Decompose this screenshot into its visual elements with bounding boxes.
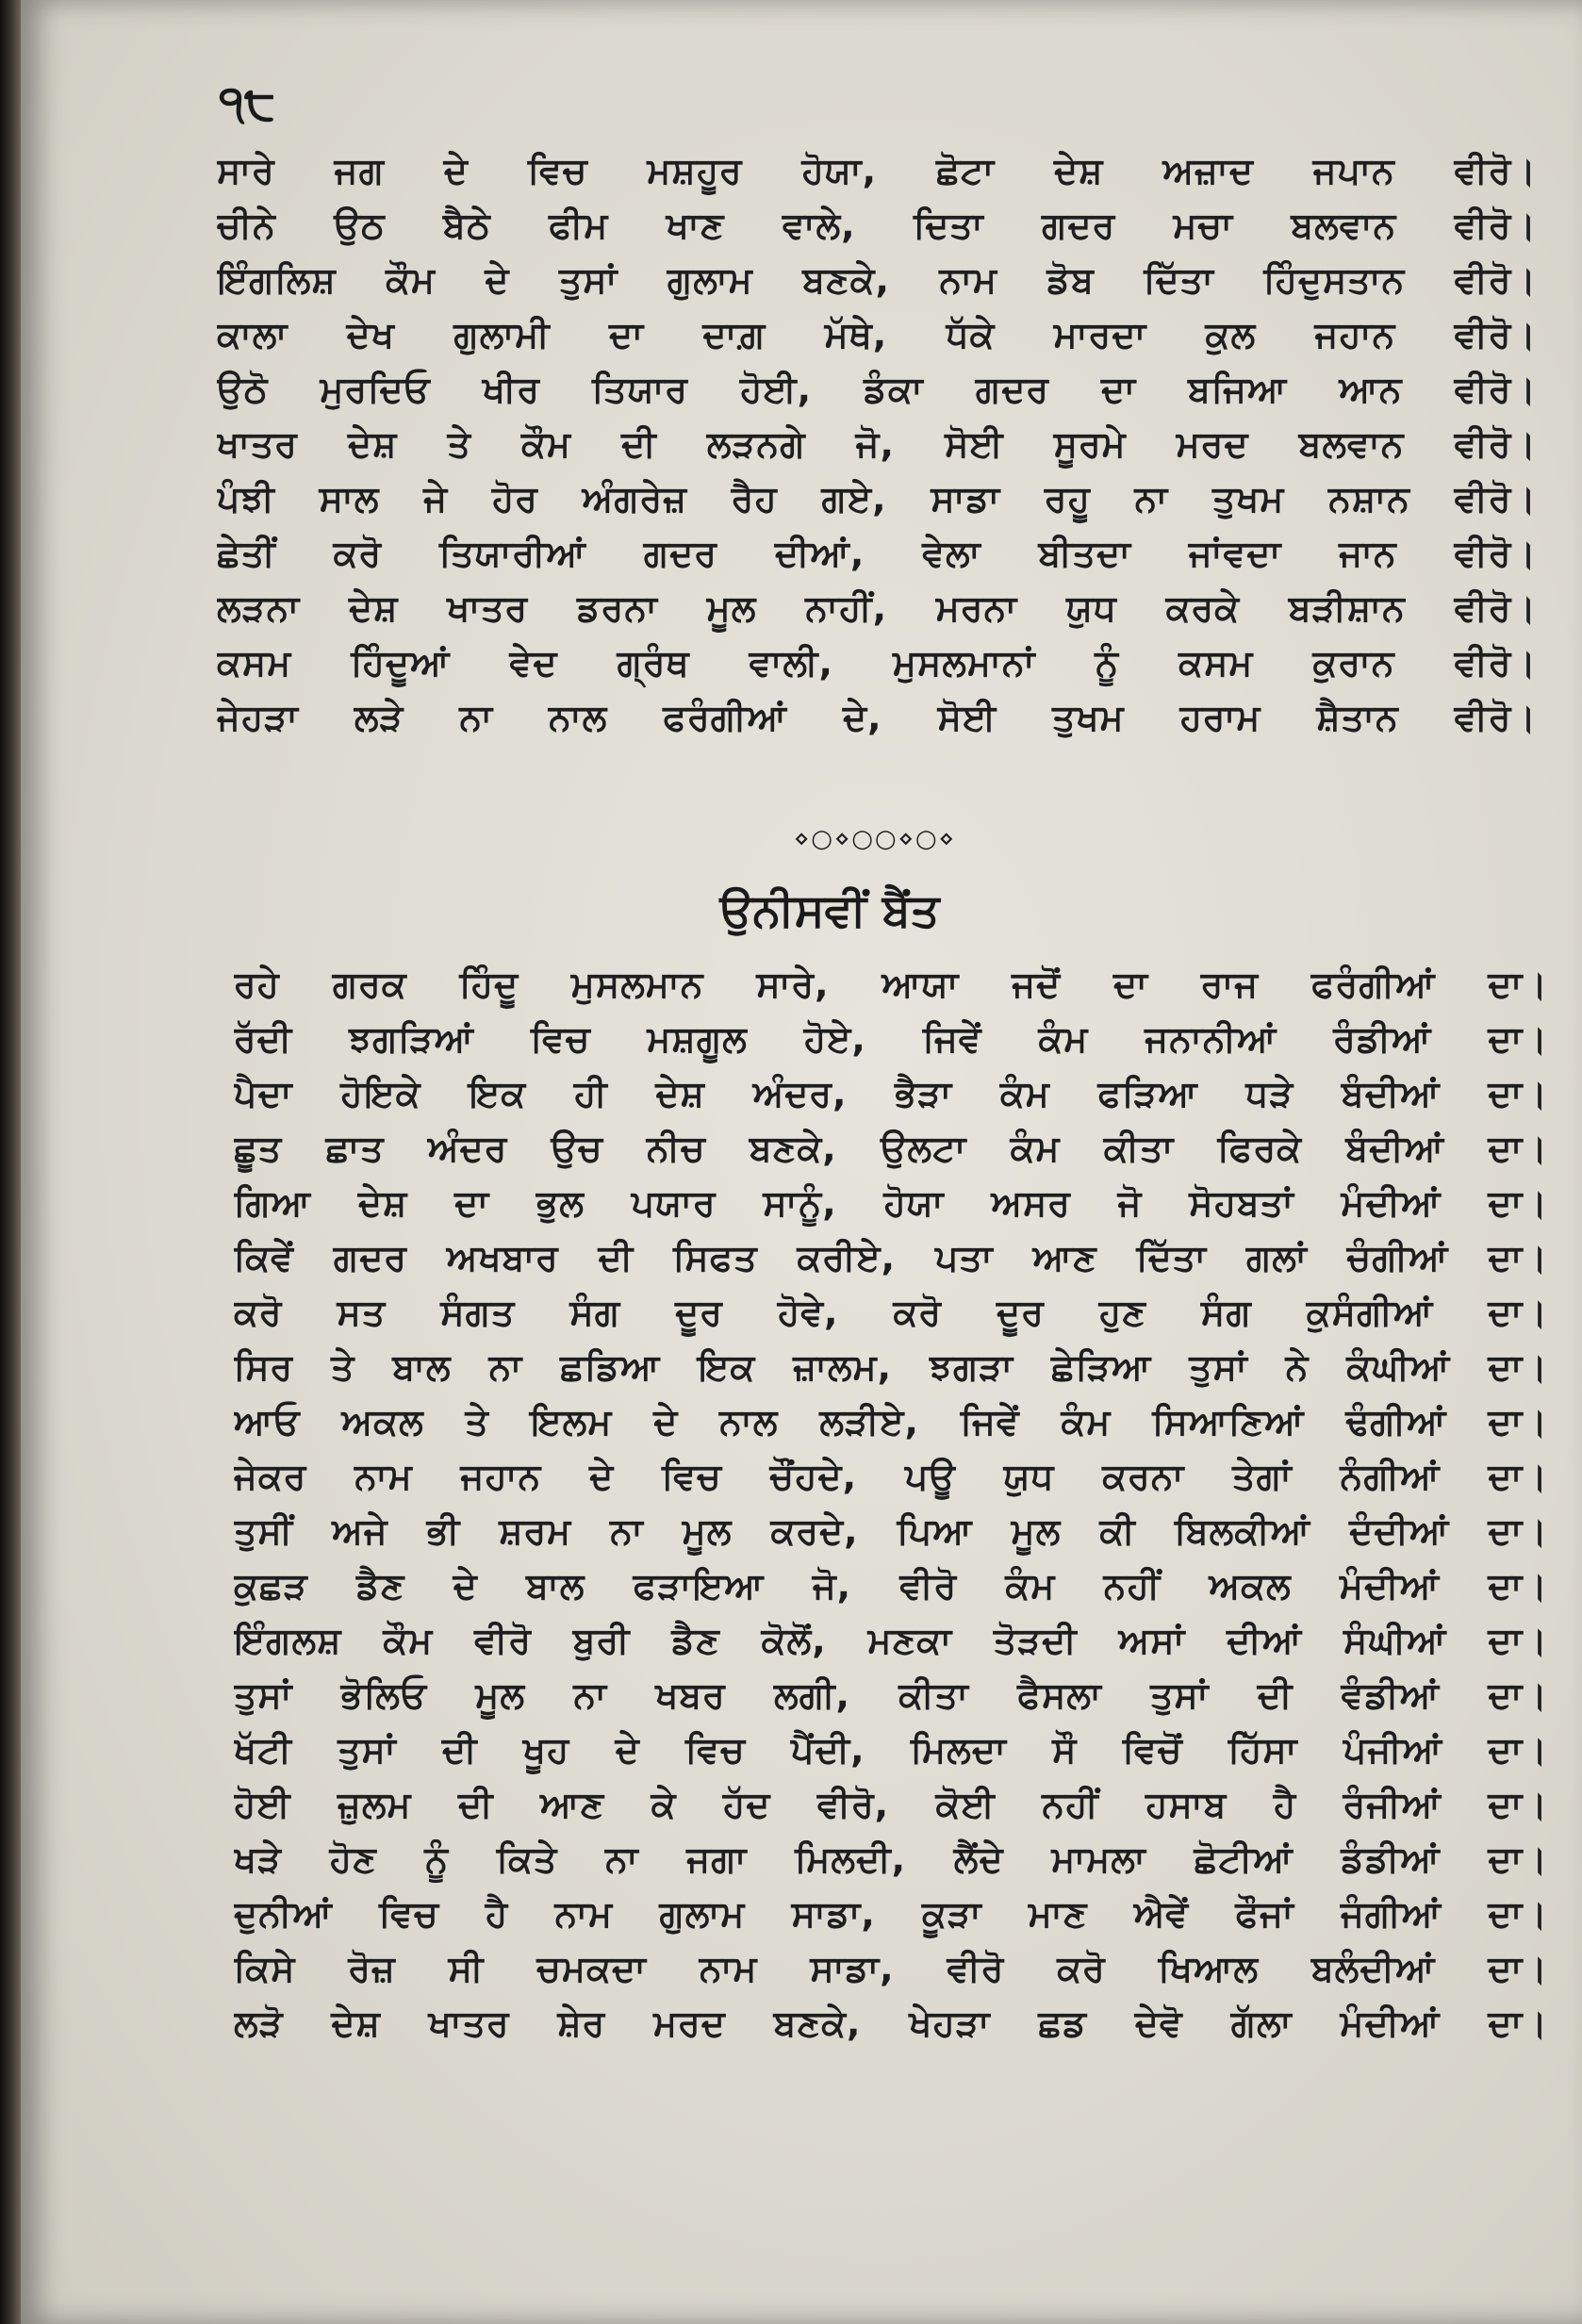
verse-line: ਛੇਤੀਂ ਕਰੋ ਤਿਯਾਰੀਆਂ ਗਦਰ ਦੀਆਂ, ਵੇਲਾ ਬੀਤਦਾ ਜਾਂਵਦਾ ਜਾਨ ਵੀਰੋ। <box>217 533 1537 574</box>
verse-line: ਪੰਝੀ ਸਾਲ ਜੇ ਹੋਰ ਅੰਗਰੇਜ਼ ਰੈਹ ਗਏ, ਸਾਡਾ ਰਹੂ ਨਾ ਤੁਖਮ ਨਸ਼ਾਨ ਵੀਰੋ। <box>217 478 1537 519</box>
verse-line: ਖੜੇ ਹੋਣ ਨੂੰ ਕਿਤੇ ਨਾ ਜਗਾ ਮਿਲਦੀ, ਲੈਂਦੇ ਮਾਮਲਾ ਛੋਟੀਆਂ ਡੰਡੀਆਂ ਦਾ। <box>234 1838 1548 1880</box>
verse-line: ਹੋਈ ਜ਼ੁਲਮ ਦੀ ਆਣ ਕੇ ਹੱਦ ਵੀਰੋ, ਕੋਈ ਨਹੀਂ ਹਸਾਬ ਹੈ ਰੰਜੀਆਂ ਦਾ। <box>234 1784 1548 1825</box>
verse-line: ਕਿਵੇਂ ਗਦਰ ਅਖਬਾਰ ਦੀ ਸਿਫਤ ਕਰੀਏ, ਪਤਾ ਆਣ ਦਿੱਤਾ ਗਲਾਂ ਚੰਗੀਆਂ ਦਾ। <box>234 1237 1548 1278</box>
verse-line: ਗਿਆ ਦੇਸ਼ ਦਾ ਭੁਲ ਪਯਾਰ ਸਾਨੂੰ, ਹੋਯਾ ਅਸਰ ਜੋ ਸੋਹਬਤਾਂ ਮੰਦੀਆਂ ਦਾ। <box>234 1182 1548 1224</box>
verse-line: ਜੇਹੜਾ ਲੜੇ ਨਾ ਨਾਲ ਫਰੰਗੀਆਂ ਦੇ, ਸੋਈ ਤੁਖਮ ਹਰਾਮ ਸ਼ੈਤਾਨ ਵੀਰੋ। <box>217 697 1537 738</box>
verse-line: ਖੱਟੀ ਤੁਸਾਂ ਦੀ ਖੂਹ ਦੇ ਵਿਚ ਪੈਂਦੀ, ਮਿਲਦਾ ਸੌ ਵਿਚੋਂ ਹਿੱਸਾ ਪੰਜੀਆਂ ਦਾ। <box>234 1729 1548 1771</box>
book-binding-edge <box>0 0 21 2324</box>
verse-line: ਲੜਨਾ ਦੇਸ਼ ਖਾਤਰ ਡਰਨਾ ਮੂਲ ਨਾਹੀਂ, ਮਰਨਾ ਯੁਧ ਕਰਕੇ ਬੜੀਸ਼ਾਨ ਵੀਰੋ। <box>217 587 1537 629</box>
section-divider-ornament: ⋄○⋄○○⋄○⋄ <box>794 825 956 853</box>
verse-line: ਤੁਸੀਂ ਅਜੇ ਭੀ ਸ਼ਰਮ ਨਾ ਮੂਲ ਕਰਦੇ, ਪਿਆ ਮੂਲ ਕੀ ਬਿਲਕੀਆਂ ਦੰਦੀਆਂ ਦਾ। <box>234 1510 1548 1552</box>
verse-line: ਇੰਗਲਸ਼ ਕੌਮ ਵੀਰੋ ਬੁਰੀ ਡੈਣ ਕੋਲੋਂ, ਮਣਕਾ ਤੋੜਦੀ ਅਸਾਂ ਦੀਆਂ ਸੰਘੀਆਂ ਦਾ। <box>234 1620 1548 1661</box>
section-heading: ਉਨੀਸਵੀਂ ਬੈਂਤ <box>719 884 940 937</box>
verse-line: ਜੇਕਰ ਨਾਮ ਜਹਾਨ ਦੇ ਵਿਚ ਚੌਂਹਦੇ, ਪਊ ਯੁਧ ਕਰਨਾ ਤੇਗਾਂ ਨੰਗੀਆਂ ਦਾ। <box>234 1456 1548 1497</box>
page-number: ੧੮ <box>219 75 276 130</box>
verse-line: ਉਠੋ ਮੁਰਦਿਓ ਖੀਰ ਤਿਯਾਰ ਹੋਈ, ਡੰਕਾ ਗਦਰ ਦਾ ਬਜਿਆ ਆਨ ਵੀਰੋ। <box>217 369 1537 410</box>
verse-line: ਕੁਛੜ ਡੈਣ ਦੇ ਬਾਲ ਫੜਾਇਆ ਜੋ, ਵੀਰੋ ਕੰਮ ਨਹੀਂ ਅਕਲ ਮੰਦੀਆਂ ਦਾ। <box>234 1565 1548 1607</box>
book-page <box>21 0 1582 2324</box>
verse-line: ਖਾਤਰ ਦੇਸ਼ ਤੇ ਕੌਮ ਦੀ ਲੜਨਗੇ ਜੋ, ਸੋਈ ਸੂਰਮੇ ਮਰਦ ਬਲਵਾਨ ਵੀਰੋ। <box>217 423 1537 465</box>
verse-line: ਛੂਤ ਛਾਤ ਅੰਦਰ ਉਚ ਨੀਚ ਬਣਕੇ, ਉਲਟਾ ਕੰਮ ਕੀਤਾ ਫਿਰਕੇ ਬੰਦੀਆਂ ਦਾ। <box>234 1128 1548 1169</box>
verse-line: ਕਾਲਾ ਦੇਖ ਗੁਲਾਮੀ ਦਾ ਦਾਗ਼ ਮੱਥੇ, ਧੱਕੇ ਮਾਰਦਾ ਕੁਲ ਜਹਾਨ ਵੀਰੋ। <box>217 314 1537 355</box>
verse-line: ਆਓ ਅਕਲ ਤੇ ਇਲਮ ਦੇ ਨਾਲ ਲੜੀਏ, ਜਿਵੇਂ ਕੰਮ ਸਿਆਣਿਆਂ ਢੰਗੀਆਂ ਦਾ। <box>234 1401 1548 1442</box>
verse-line: ਪੈਦਾ ਹੋਇਕੇ ਇਕ ਹੀ ਦੇਸ਼ ਅੰਦਰ, ਭੈੜਾ ਕੰਮ ਫੜਿਆ ਧੜੇ ਬੰਦੀਆਂ ਦਾ। <box>234 1073 1548 1114</box>
verse-line: ਰਹੇ ਗਰਕ ਹਿੰਦੂ ਮੁਸਲਮਾਨ ਸਾਰੇ, ਆਯਾ ਜਦੋਂ ਦਾ ਰਾਜ ਫਰੰਗੀਆਂ ਦਾ। <box>234 964 1548 1005</box>
verse-line: ਇੰਗਲਿਸ਼ ਕੌਮ ਦੇ ਤੁਸਾਂ ਗੁਲਾਮ ਬਣਕੇ, ਨਾਮ ਡੋਬ ਦਿੱਤਾ ਹਿੰਦੁਸਤਾਨ ਵੀਰੋ। <box>217 259 1537 301</box>
verse-line: ਦੁਨੀਆਂ ਵਿਚ ਹੈ ਨਾਮ ਗੁਲਾਮ ਸਾਡਾ, ਕੂੜਾ ਮਾਣ ਐਵੇਂ ਫੌਜਾਂ ਜੰਗੀਆਂ ਦਾ। <box>234 1893 1548 1935</box>
verse-line: ਸਾਰੇ ਜਗ ਦੇ ਵਿਚ ਮਸ਼ਹੂਰ ਹੋਯਾ, ਛੋਟਾ ਦੇਸ਼ ਅਜ਼ਾਦ ਜਪਾਨ ਵੀਰੋ। <box>217 150 1537 191</box>
verse-block-2 <box>21 957 1582 2051</box>
verse-block-1 <box>21 143 1582 745</box>
verse-line: ਸਿਰ ਤੇ ਬਾਲ ਨਾ ਛਡਿਆ ਇਕ ਜ਼ਾਲਮ, ਝਗੜਾ ਛੇੜਿਆ ਤੁਸਾਂ ਨੇ ਕੰਘੀਆਂ ਦਾ। <box>234 1346 1548 1388</box>
verse-line: ਲੜੋ ਦੇਸ਼ ਖਾਤਰ ਸ਼ੇਰ ਮਰਦ ਬਣਕੇ, ਖੇਹੜਾ ਛਡ ਦੇਵੋ ਗੱਲਾ ਮੰਦੀਆਂ ਦਾ। <box>234 2003 1548 2044</box>
verse-line: ਕਿਸੇ ਰੋਜ਼ ਸੀ ਚਮਕਦਾ ਨਾਮ ਸਾਡਾ, ਵੀਰੋ ਕਰੋ ਖਿਆਲ ਬਲੰਦੀਆਂ ਦਾ। <box>234 1948 1548 1989</box>
verse-line: ਕਸਮ ਹਿੰਦੂਆਂ ਵੇਦ ਗ੍ਰੰਥ ਵਾਲੀ, ਮੁਸਲਮਾਨਾਂ ਨੂੰ ਕਸਮ ਕੁਰਾਨ ਵੀਰੋ। <box>217 642 1537 684</box>
verse-line: ਰੱਦੀ ਝਗੜਿਆਂ ਵਿਚ ਮਸ਼ਗੂਲ ਹੋਏ, ਜਿਵੇਂ ਕੰਮ ਜਨਾਨੀਆਂ ਰੰਡੀਆਂ ਦਾ। <box>234 1018 1548 1060</box>
verse-line: ਚੀਨੇ ਉਠ ਬੈਠੇ ਫੀਮ ਖਾਣ ਵਾਲੇ, ਦਿਤਾ ਗਦਰ ਮਚਾ ਬਲਵਾਨ ਵੀਰੋ। <box>217 205 1537 246</box>
verse-line: ਕਰੋ ਸਤ ਸੰਗਤ ਸੰਗ ਦੂਰ ਹੋਵੇ, ਕਰੋ ਦੂਰ ਹੁਣ ਸੰਗ ਕੁਸੰਗੀਆਂ ਦਾ। <box>234 1292 1548 1333</box>
verse-line: ਤੁਸਾਂ ਭੋਲਿਓ ਮੂਲ ਨਾ ਖਬਰ ਲਗੀ, ਕੀਤਾ ਫੈਸਲਾ ਤੁਸਾਂ ਦੀ ਵੰਡੀਆਂ ਦਾ। <box>234 1674 1548 1716</box>
